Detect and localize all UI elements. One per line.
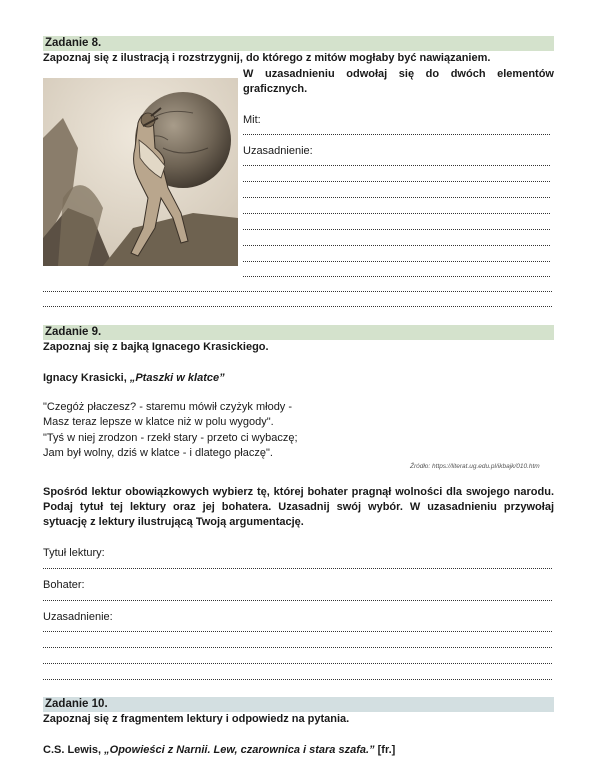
task8-answer-line[interactable]	[243, 260, 550, 262]
task9-answer-line[interactable]	[43, 678, 552, 680]
bohater-answer-line[interactable]	[43, 599, 552, 601]
task10-instruction: Zapoznaj się z fragmentem lektury i odpowiedz na pytania.	[43, 713, 350, 725]
task9-instruction: Zapoznaj się z bajką Ignacego Krasickiego.	[43, 341, 269, 353]
task8-instruction-line1: Zapoznaj się z ilustracją i rozstrzygnij, do którego z mitów mogłaby być nawiązaniem.	[43, 52, 491, 64]
task10-header	[43, 697, 554, 712]
poem-line: "Czegóż płaczesz? - staremu mówił czyżyk młody -	[43, 401, 293, 413]
task8-answer-line[interactable]	[43, 305, 552, 307]
task9-header	[43, 325, 554, 340]
bohater-label: Bohater:	[43, 579, 85, 591]
poem-title: „Ptaszki w klatce”	[129, 372, 225, 384]
task8-instruction-rest: W uzasadnieniu odwołaj się do dwóch elementów graficznych.	[243, 68, 554, 95]
task9-answer-line[interactable]	[43, 630, 552, 632]
tytul-answer-line[interactable]	[43, 567, 552, 569]
task9-title: Zadanie 9.	[45, 326, 102, 338]
poem-line: Masz teraz lepsze w klatce niż w polu wygody".	[43, 416, 274, 428]
task8-answer-line[interactable]	[243, 244, 550, 246]
task10-work-heading	[43, 743, 395, 758]
poem-heading	[43, 371, 225, 386]
task8-answer-line[interactable]	[243, 164, 550, 166]
task9-question: Spośród lektur obowiązkowych wybierz tę, której bohater pragnął wolności dla swojego narodu. Podaj tytuł tej lektury oraz jej bohatera. Uzasadnij swój wybór. W uzasadnieniu przywołaj sytuację z lektury ilustrującą Twoją argumentację.	[43, 486, 554, 528]
task8-answer-line[interactable]	[243, 275, 550, 277]
task8-answer-line[interactable]	[243, 196, 550, 198]
task8-uzasadnienie-label: Uzasadnienie:	[243, 145, 313, 157]
task10-work-title: „Opowieści z Narnii. Lew, czarownica i stara szafa.”	[104, 744, 375, 756]
task9-answer-line[interactable]	[43, 646, 552, 648]
poem-source: Źródło: https://literat.ug.edu.pl/ikbajk/010.htm	[410, 463, 540, 470]
task10-author: C.S. Lewis,	[43, 744, 105, 756]
task10-title: Zadanie 10.	[45, 698, 108, 710]
task8-answer-line[interactable]	[243, 212, 550, 214]
poem-line: "Tyś w niej zrodzon - rzekł stary - przeto ci wybaczę;	[43, 432, 298, 444]
poem-author: Ignacy Krasicki,	[43, 372, 130, 384]
task8-answer-line[interactable]	[43, 290, 552, 292]
task8-answer-line[interactable]	[243, 228, 550, 230]
sisyphus-illustration	[43, 78, 238, 266]
task9-answer-line[interactable]	[43, 662, 552, 664]
task8-header	[43, 36, 554, 51]
mit-answer-line[interactable]	[243, 133, 550, 135]
task8-answer-line[interactable]	[243, 180, 550, 182]
task10-suffix: [fr.]	[374, 744, 396, 756]
task8-title: Zadanie 8.	[45, 37, 102, 49]
task9-uzasadnienie-label: Uzasadnienie:	[43, 611, 113, 623]
tytul-lektury-label: Tytuł lektury:	[43, 547, 105, 559]
poem-line: Jam był wolny, dziś w klatce - i dlatego płaczę".	[43, 447, 273, 459]
mit-label: Mit:	[243, 114, 261, 126]
